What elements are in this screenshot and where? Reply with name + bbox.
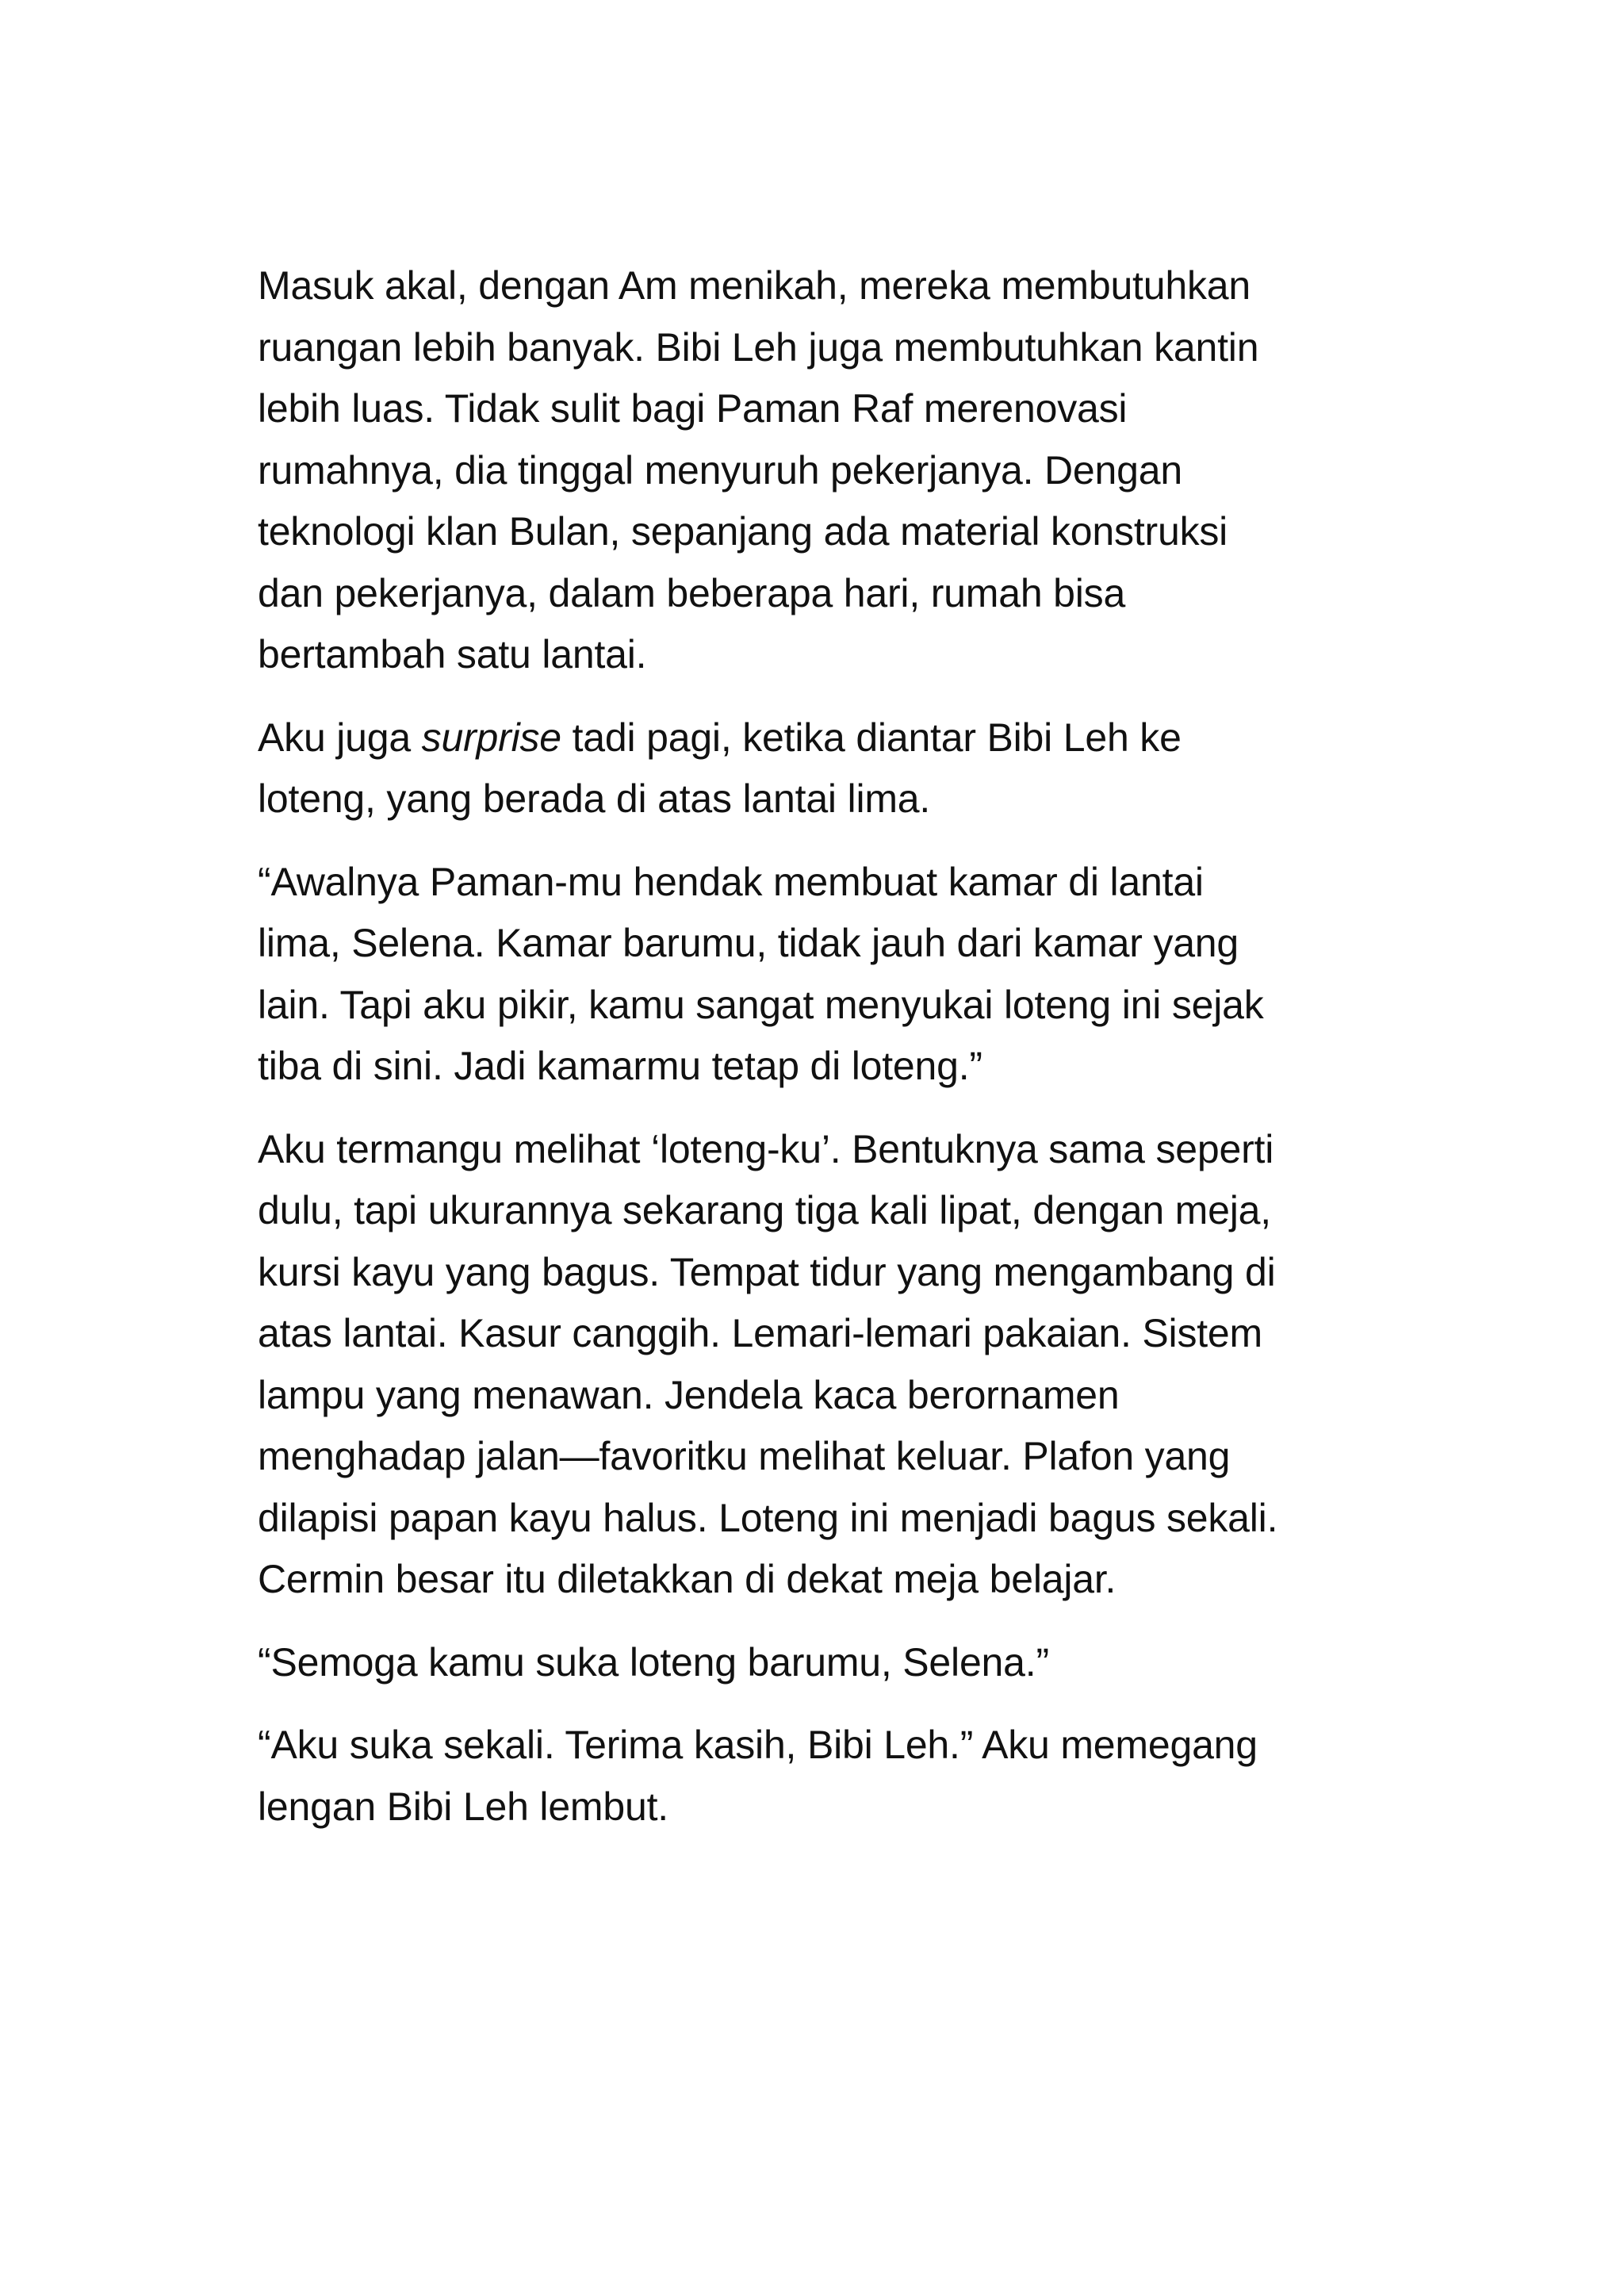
text-run: “Awalnya Paman-mu hendak membuat kamar di lantai: [258, 859, 1204, 904]
text-run: ruangan lebih banyak. Bibi Leh juga membutuhkan kantin: [258, 324, 1259, 370]
text-run: lebih luas. Tidak sulit bagi Paman Raf merenovasi: [258, 386, 1128, 431]
text-run: rumahnya, dia tinggal menyuruh pekerjanya. Dengan: [258, 447, 1182, 493]
text-line: [258, 563, 1392, 625]
text-run: teknologi klan Bulan, sepanjang ada material konstruksi: [258, 509, 1228, 554]
text-line: [258, 1119, 1392, 1181]
paragraph: [258, 255, 1392, 686]
text-run: lampu yang menawan. Jendela kaca berornamen: [258, 1372, 1120, 1417]
text-run: Aku juga: [258, 715, 422, 760]
paragraph: [258, 1119, 1392, 1611]
text-run: Aku termangu melihat ‘loteng-ku’. Bentuknya sama seperti: [258, 1126, 1274, 1171]
text-run: Masuk akal, dengan Am menikah, mereka membutuhkan: [258, 263, 1251, 308]
text-line: [258, 769, 1392, 830]
text-line: [258, 975, 1392, 1037]
italic-text: surprise: [421, 715, 561, 760]
text-run: lain. Tapi aku pikir, kamu sangat menyukai loteng ini sejak: [258, 982, 1264, 1027]
text-line: [258, 913, 1392, 975]
text-line: [258, 1632, 1392, 1694]
text-run: lima, Selena. Kamar barumu, tidak jauh dari kamar yang: [258, 921, 1239, 965]
text-line: [258, 1488, 1392, 1550]
text-run: dan pekerjanya, dalam beberapa hari, rumah bisa: [258, 570, 1126, 615]
text-run: tadi pagi, ketika diantar Bibi Leh ke: [561, 715, 1182, 760]
text-run: Cermin besar itu diletakkan di dekat meja belajar.: [258, 1557, 1116, 1601]
text-line: [258, 1242, 1392, 1304]
text-line: [258, 1549, 1392, 1611]
paragraph: [258, 1715, 1392, 1838]
body-text: [258, 255, 1392, 1859]
text-run: loteng, yang berada di atas lantai lima.: [258, 776, 931, 821]
text-line: [258, 624, 1392, 686]
text-line: [258, 1303, 1392, 1365]
text-line: [258, 501, 1392, 563]
text-run: bertambah satu lantai.: [258, 632, 647, 677]
paragraph: [258, 707, 1392, 830]
text-line: [258, 317, 1392, 379]
text-run: dilapisi papan kayu halus. Loteng ini menjadi bagus sekali.: [258, 1495, 1278, 1540]
text-run: kursi kayu yang bagus. Tempat tidur yang mengambang di: [258, 1249, 1276, 1294]
text-line: [258, 1180, 1392, 1242]
text-line: [258, 1365, 1392, 1427]
text-line: [258, 707, 1392, 769]
text-line: [258, 1777, 1392, 1838]
text-run: atas lantai. Kasur canggih. Lemari-lemari pakaian. Sistem: [258, 1311, 1262, 1355]
text-line: [258, 255, 1392, 317]
text-run: “Aku suka sekali. Terima kasih, Bibi Leh.” Aku memegang: [258, 1723, 1258, 1767]
text-line: [258, 378, 1392, 440]
text-line: [258, 440, 1392, 502]
text-run: lengan Bibi Leh lembut.: [258, 1784, 668, 1829]
paragraph: [258, 1632, 1392, 1694]
text-line: [258, 852, 1392, 914]
text-run: tiba di sini. Jadi kamarmu tetap di loteng.”: [258, 1044, 982, 1088]
text-run: dulu, tapi ukurannya sekarang tiga kali lipat, dengan meja,: [258, 1188, 1271, 1232]
paragraph: [258, 852, 1392, 1098]
text-line: [258, 1426, 1392, 1488]
text-line: [258, 1715, 1392, 1777]
text-line: [258, 1036, 1392, 1098]
text-run: menghadap jalan—favoritku melihat keluar. Plafon yang: [258, 1434, 1231, 1478]
text-run: “Semoga kamu suka loteng barumu, Selena.”: [258, 1639, 1049, 1685]
